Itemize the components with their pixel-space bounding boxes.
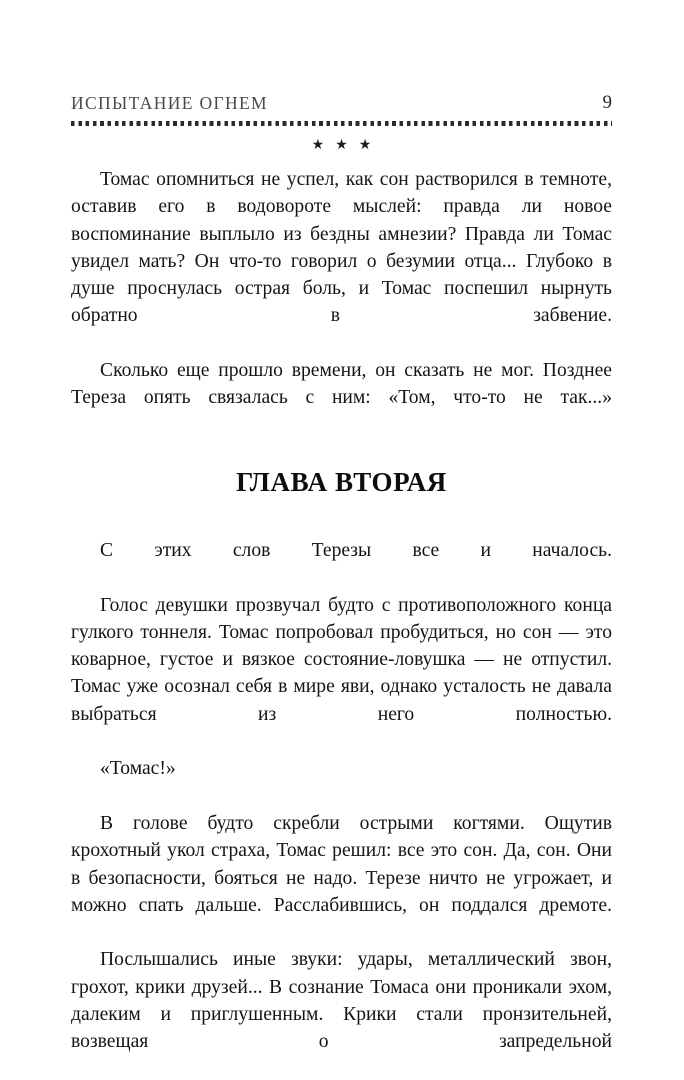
dotted-rule-divider [71,121,612,126]
body-text-after-chapter [71,537,612,1080]
paragraph: «Томас!» [100,758,176,780]
star-scene-break: ★★★ [311,138,383,153]
page-number: 9 [602,92,612,113]
paragraph: Сколько еще прошло времени, он сказать не мог. Позднее Тереза опять связалась с ним: «Том, что-то не так...» [71,360,612,409]
paragraph: Голос девушки прозвучал будто с противоположного конца гулкого тоннеля. Томас попробовал пробудиться, но сон — это коварное, густое и вязкое состояние-ловушка — не отпустил. Томас уже осознал себя в мире яви, однако усталость не давала выбраться из него полностью. [71,594,612,725]
chapter-heading: ГЛАВА ВТОРАЯ [236,467,447,497]
paragraph: В голове будто скребли острыми когтями. Ощутив крохотный укол страха, Томас решил: все это сон. Да, сон. Они в безопасности, бояться не надо. Терезе ничто не угрожает, и можно спать дальше. Расслабившись, он поддался дремоте. [71,812,612,916]
paragraph: Послышались иные звуки: удары, металлический звон, грохот, крики друзей... В сознание Томаса они проникали эхом, далеким и приглушенным. Крики стали пронзительней, возвещая о запредельной [71,949,612,1053]
paragraph: Томас опомниться не успел, как сон растворился в темноте, оставив его в водовороте мыслей: правда ли новое воспоминание выплыло из бездны амнезии? Правда ли Томас увидел мать? Он что-то говорил о безумии отца... Глубоко в душе проснулась острая боль, и Томас поспешил нырнуть обратно в забвение. [71,169,612,327]
dotted-rule-dots [71,121,612,126]
paragraph: С этих слов Терезы все и началось. [100,540,612,561]
body-text-before-chapter [71,166,612,439]
running-header-title: ИСПЫТАНИЕ ОГНЕМ [71,93,268,113]
running-header [71,92,612,116]
